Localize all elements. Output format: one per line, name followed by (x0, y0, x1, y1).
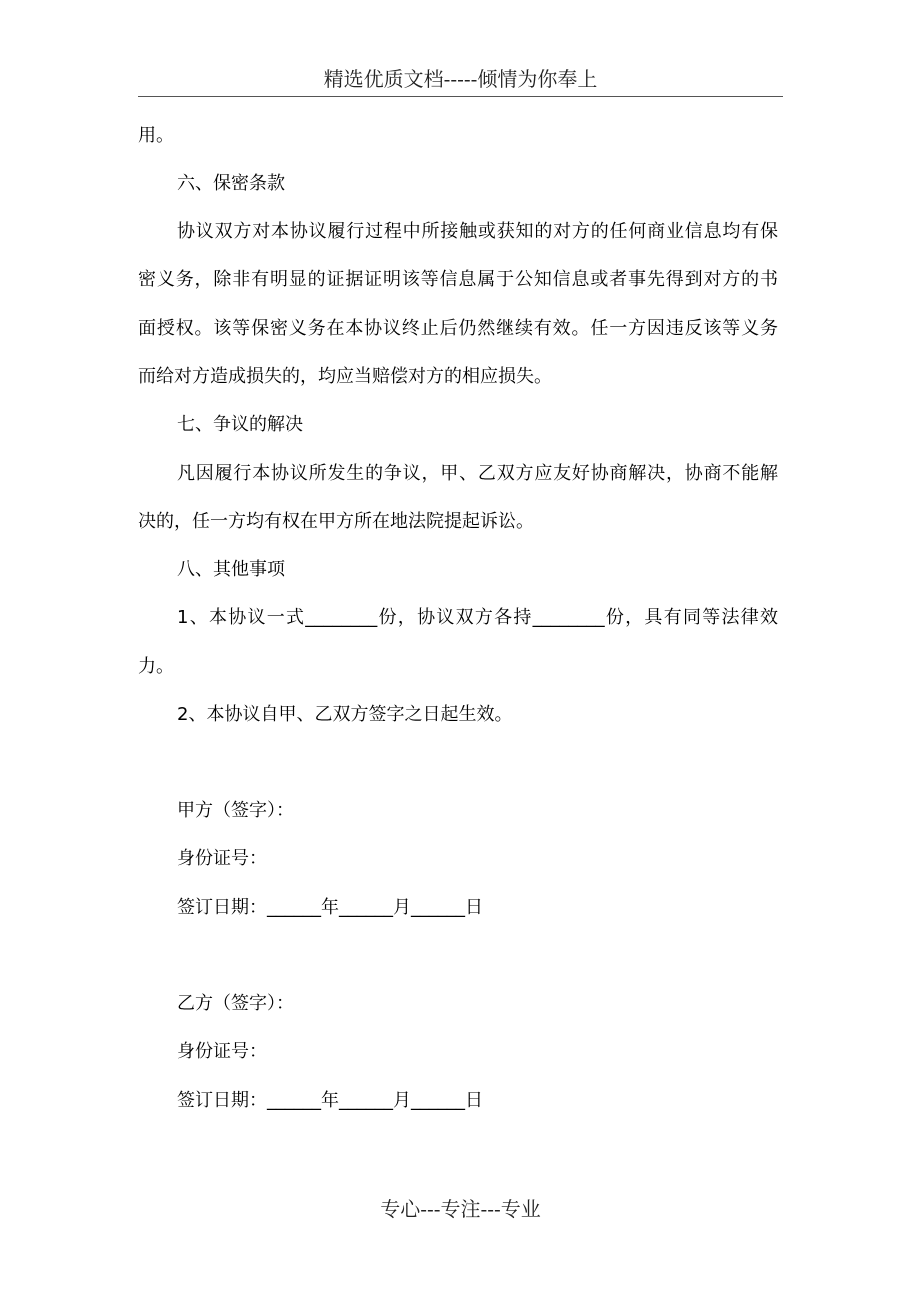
body-line-4: 密义务，除非有明显的证据证明该等信息属于公知信息或者事先得到对方的书 (138, 269, 778, 290)
page-header: 精选优质文档-----倾情为你奉上 (138, 64, 783, 97)
page-footer: 专心---专注---专业 (380, 1197, 541, 1221)
body-line-3: 协议双方对本协议履行过程中所接触或获知的对方的任何商业信息均有保 (177, 221, 778, 242)
party-b-date-label: 签订日期：______年______月______日 (177, 1090, 483, 1111)
body-line-8: 凡因履行本协议所发生的争议，甲、乙双方应友好协商解决，协商不能解 (177, 463, 778, 484)
body-line-13: 2、本协议自甲、乙双方签字之日起生效。 (177, 704, 513, 725)
section-6-heading: 六、保密条款 (177, 173, 285, 194)
section-8-heading: 八、其他事项 (177, 559, 285, 580)
body-line-6: 而给对方造成损失的，均应当赔偿对方的相应损失。 (138, 366, 552, 387)
body-line-1: 用。 (138, 125, 174, 146)
body-line-12: 力。 (138, 656, 174, 677)
party-b-id-label: 身份证号： (177, 1041, 267, 1062)
body-line-9: 决的，任一方均有权在甲方所在地法院提起诉讼。 (138, 511, 534, 532)
body-line-11: 1、本协议一式________份，协议双方各持________份，具有同等法律效 (177, 607, 778, 628)
party-a-date-label: 签订日期：______年______月______日 (177, 897, 483, 918)
section-7-heading: 七、争议的解决 (177, 414, 303, 435)
party-b-sign-label: 乙方（签字）： (177, 993, 294, 1014)
body-line-5: 面授权。该等保密义务在本协议终止后仍然继续有效。任一方因违反该等义务 (138, 318, 778, 339)
party-a-id-label: 身份证号： (177, 848, 267, 869)
party-a-sign-label: 甲方（签字）： (177, 800, 294, 821)
